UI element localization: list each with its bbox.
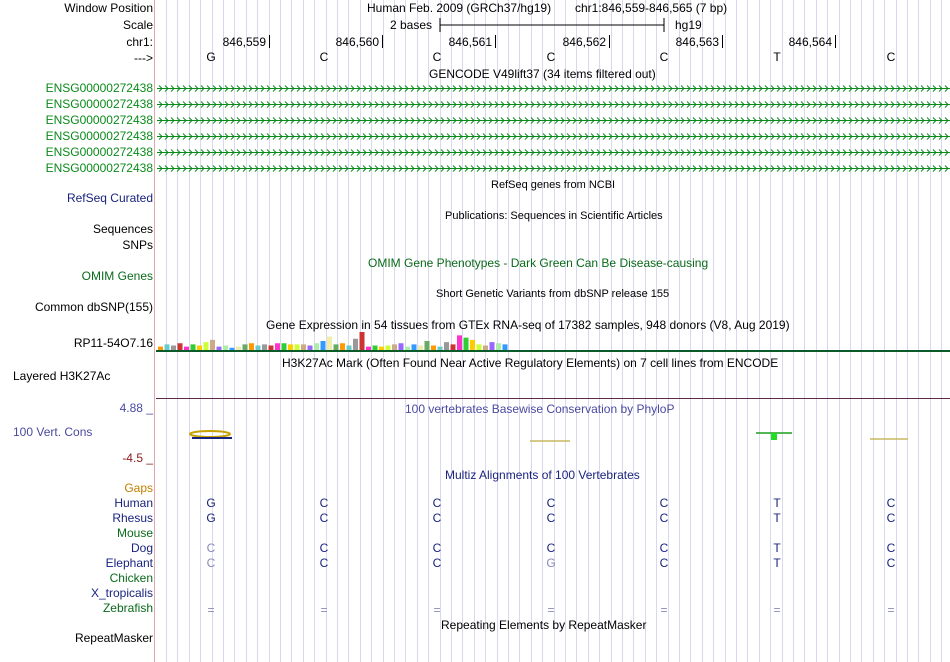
gencode-transcript-line[interactable]	[157, 148, 950, 157]
gtex-tissue-bar[interactable]	[158, 347, 163, 350]
gtex-tissue-bar[interactable]	[197, 346, 202, 351]
gencode-transcript-label[interactable]: ENSG00000272438	[45, 97, 153, 111]
gtex-tissue-bar[interactable]	[451, 344, 456, 350]
alignment-base: C	[659, 541, 669, 555]
gtex-tissue-bar[interactable]	[223, 346, 228, 351]
ruler-tick-label: 846,561	[448, 35, 492, 49]
species-label[interactable]: X_tropicalis	[90, 586, 153, 600]
window-position-label: Window Position	[64, 1, 153, 15]
alignment-base: C	[886, 496, 896, 510]
species-label[interactable]: Human	[114, 496, 153, 510]
gtex-tissue-bar[interactable]	[438, 347, 443, 350]
h3k27ac-track-title: H3K27Ac Mark (Often Found Near Active Regulatory Elements) on 7 cell lines from ENCODE	[282, 356, 779, 370]
gtex-tissue-bar[interactable]	[477, 344, 482, 350]
gtex-tissue-bar[interactable]	[236, 347, 241, 350]
phylop-track-title: 100 vertebrates Basewise Conservation by PhyloP	[405, 402, 675, 416]
ruler-tick-label: 846,564	[788, 35, 832, 49]
gtex-tissue-bar[interactable]	[464, 338, 469, 350]
gencode-transcript-line[interactable]	[157, 116, 950, 125]
repeatmasker-label[interactable]: RepeatMasker	[74, 631, 153, 645]
reference-base: T	[773, 50, 781, 64]
gtex-tissue-bar[interactable]	[431, 346, 436, 351]
alignment-base: G	[546, 556, 556, 570]
h3k27ac-baseline	[156, 398, 950, 399]
alignment-base: C	[319, 496, 329, 510]
gtex-gene-label[interactable]: RP11-54O7.16	[73, 336, 153, 350]
alignment-base: G	[206, 496, 216, 510]
phylop-conservation-plot[interactable]	[156, 425, 950, 447]
ruler-tick	[495, 35, 496, 48]
dbsnp-track-title: Short Genetic Variants from dbSNP release 155	[436, 288, 670, 300]
gtex-tissue-bar[interactable]	[321, 341, 326, 350]
cons-label[interactable]: 100 Vert. Cons	[13, 425, 93, 439]
omim-label[interactable]: OMIM Genes	[81, 269, 153, 283]
refseq-label[interactable]: RefSeq Curated	[66, 191, 153, 205]
multiz-track-title: Multiz Alignments of 100 Vertebrates	[445, 468, 640, 482]
gtex-tissue-bar[interactable]	[256, 346, 261, 351]
gtex-tissue-bar[interactable]	[275, 343, 280, 350]
alignment-base: C	[206, 541, 216, 555]
gencode-track-title: GENCODE V49lift37 (34 items filtered out)	[429, 67, 656, 81]
alignment-base: C	[886, 556, 896, 570]
species-label[interactable]: Mouse	[116, 526, 153, 540]
alignment-base: C	[659, 556, 669, 570]
gtex-tissue-bar[interactable]	[301, 344, 306, 350]
gtex-tissue-bar[interactable]	[405, 347, 410, 350]
common-dbsnp-label[interactable]: Common dbSNP(155)	[34, 300, 153, 314]
gtex-tissue-bar[interactable]	[399, 343, 404, 350]
gtex-tissue-bar[interactable]	[308, 346, 313, 351]
reference-base: C	[546, 50, 556, 64]
gtex-tissue-bar[interactable]	[249, 343, 254, 350]
gencode-transcript-line[interactable]	[157, 84, 950, 93]
scale-bar	[438, 17, 668, 33]
alignment-base: C	[546, 496, 556, 510]
alignment-base: T	[773, 496, 781, 510]
alignment-base: C	[319, 556, 329, 570]
gtex-expression-bars[interactable]	[156, 330, 950, 354]
gtex-tissue-bar[interactable]	[444, 342, 449, 350]
gencode-transcript-label[interactable]: ENSG00000272438	[45, 113, 153, 127]
gtex-tissue-bar[interactable]	[334, 344, 339, 350]
gtex-tissue-bar[interactable]	[366, 347, 371, 350]
gtex-tissue-bar[interactable]	[288, 344, 293, 350]
gtex-tissue-bar[interactable]	[191, 344, 196, 350]
ruler-tick-label: 846,560	[335, 35, 379, 49]
gtex-tissue-bar[interactable]	[230, 348, 235, 350]
species-label[interactable]: Elephant	[105, 556, 153, 570]
reference-base: C	[319, 50, 329, 64]
gtex-tissue-bar[interactable]	[483, 346, 488, 351]
alignment-base: C	[206, 556, 216, 570]
gencode-transcript-label[interactable]: ENSG00000272438	[45, 129, 153, 143]
alignment-base: C	[319, 511, 329, 525]
alignment-base: C	[886, 541, 896, 555]
gtex-tissue-bar[interactable]	[496, 343, 501, 350]
ruler-tick	[382, 35, 383, 48]
ruler-tick	[269, 35, 270, 48]
strand-arrow-label: --->	[134, 51, 153, 65]
gtex-tissue-bar[interactable]	[470, 340, 475, 350]
reference-base: C	[886, 50, 896, 64]
alignment-base: =	[773, 603, 781, 617]
layered-h3k27ac-label[interactable]: Layered H3K27Ac	[13, 369, 111, 383]
species-label[interactable]: Zebrafish	[102, 601, 153, 615]
gtex-tissue-bar[interactable]	[425, 341, 430, 350]
reference-base: C	[659, 50, 669, 64]
ruler-tick-label: 846,559	[222, 35, 266, 49]
gtex-tissue-bar[interactable]	[262, 344, 267, 350]
ruler-tick-label: 846,563	[675, 35, 719, 49]
gtex-tissue-bar[interactable]	[295, 344, 300, 350]
scale-label: Scale	[122, 18, 153, 32]
gtex-tissue-bar[interactable]	[314, 343, 319, 350]
cons-min-label: -4.5 _	[122, 451, 153, 465]
alignment-base: =	[660, 603, 668, 617]
ruler-tick	[609, 35, 610, 48]
gencode-transcript-label[interactable]: ENSG00000272438	[45, 161, 153, 175]
repeatmasker-track-title: Repeating Elements by RepeatMasker	[441, 618, 647, 632]
gtex-tissue-bar[interactable]	[457, 335, 462, 350]
gtex-tissue-bar[interactable]	[243, 344, 248, 350]
gtex-tissue-bar[interactable]	[418, 346, 423, 351]
gencode-transcript-line[interactable]	[157, 100, 950, 109]
gtex-tissue-bar[interactable]	[178, 343, 183, 350]
reference-base: C	[432, 50, 442, 64]
chr-label: chr1:	[126, 35, 153, 49]
species-label[interactable]: Chicken	[109, 571, 153, 585]
alignment-base: C	[432, 541, 442, 555]
alignment-base: =	[320, 603, 328, 617]
alignment-base: T	[773, 556, 781, 570]
scale-bar-label: 2 bases	[390, 18, 433, 32]
gtex-tissue-bar[interactable]	[327, 337, 332, 351]
publications-track-title: Publications: Sequences in Scientific Articles	[445, 210, 663, 222]
gtex-tissue-bar[interactable]	[171, 346, 176, 351]
gtex-tissue-bar[interactable]	[165, 344, 170, 350]
sequences-label[interactable]: Sequences	[92, 222, 153, 236]
refseq-track-title: RefSeq genes from NCBI	[491, 179, 616, 191]
gtex-tissue-bar[interactable]	[282, 343, 287, 350]
gtex-tissue-bar[interactable]	[340, 343, 345, 350]
alignment-base: T	[773, 541, 781, 555]
gtex-tissue-bar[interactable]	[360, 332, 365, 350]
alignment-base: =	[433, 603, 441, 617]
gtex-tissue-bar[interactable]	[490, 342, 495, 350]
alignment-base: C	[432, 496, 442, 510]
gtex-tissue-bar[interactable]	[379, 347, 384, 350]
gtex-tissue-bar[interactable]	[204, 342, 209, 350]
ruler-tick	[835, 35, 836, 48]
alignment-base: =	[207, 603, 215, 617]
omim-track-title: OMIM Gene Phenotypes - Dark Green Can Be Disease-causing	[368, 256, 709, 270]
alignment-base: C	[659, 511, 669, 525]
gencode-transcript-label[interactable]: ENSG00000272438	[45, 81, 153, 95]
alignment-base: G	[206, 511, 216, 525]
alignment-base: C	[432, 511, 442, 525]
species-label[interactable]: Dog	[130, 541, 153, 555]
gtex-tissue-bar[interactable]	[412, 344, 417, 350]
alignment-base: =	[547, 603, 555, 617]
gtex-tissue-bar[interactable]	[269, 346, 274, 351]
ruler-tick	[722, 35, 723, 48]
assembly-title: Human Feb. 2009 (GRCh37/hg19)	[367, 1, 552, 15]
gencode-transcript-label[interactable]: ENSG00000272438	[45, 145, 153, 159]
ruler-tick-label: 846,562	[562, 35, 606, 49]
gtex-tissue-bar[interactable]	[347, 346, 352, 351]
gtex-tissue-bar[interactable]	[353, 339, 358, 350]
alignment-base: =	[887, 603, 895, 617]
alignment-base: C	[886, 511, 896, 525]
gtex-track-title: Gene Expression in 54 tissues from GTEx RNA-seq of 17382 samples, 948 donors (V8, Aug 2019)	[266, 318, 790, 332]
alignment-base: C	[546, 511, 556, 525]
label-separator	[154, 0, 155, 662]
alignment-base: C	[432, 556, 442, 570]
alignment-base: C	[319, 541, 329, 555]
gtex-tissue-bar[interactable]	[217, 347, 222, 350]
gtex-tissue-bar[interactable]	[386, 346, 391, 351]
reference-base: G	[206, 50, 216, 64]
gtex-tissue-bar[interactable]	[392, 344, 397, 350]
alignment-base: C	[659, 496, 669, 510]
cons-max-label: 4.88 _	[119, 401, 153, 415]
gtex-tissue-bar[interactable]	[184, 347, 189, 350]
gtex-tissue-bar[interactable]	[373, 346, 378, 351]
gencode-transcript-line[interactable]	[157, 132, 950, 141]
species-label[interactable]: Rhesus	[112, 511, 153, 525]
alignment-base: C	[546, 541, 556, 555]
gaps-label: Gaps	[124, 481, 153, 495]
position-text: chr1:846,559-846,565 (7 bp)	[575, 1, 728, 15]
snps-label[interactable]: SNPs	[122, 238, 153, 252]
gtex-tissue-bar[interactable]	[503, 344, 508, 350]
scale-db-label: hg19	[675, 18, 702, 32]
gencode-transcript-line[interactable]	[157, 164, 950, 173]
gtex-tissue-bar[interactable]	[210, 340, 215, 350]
alignment-base: T	[773, 511, 781, 525]
